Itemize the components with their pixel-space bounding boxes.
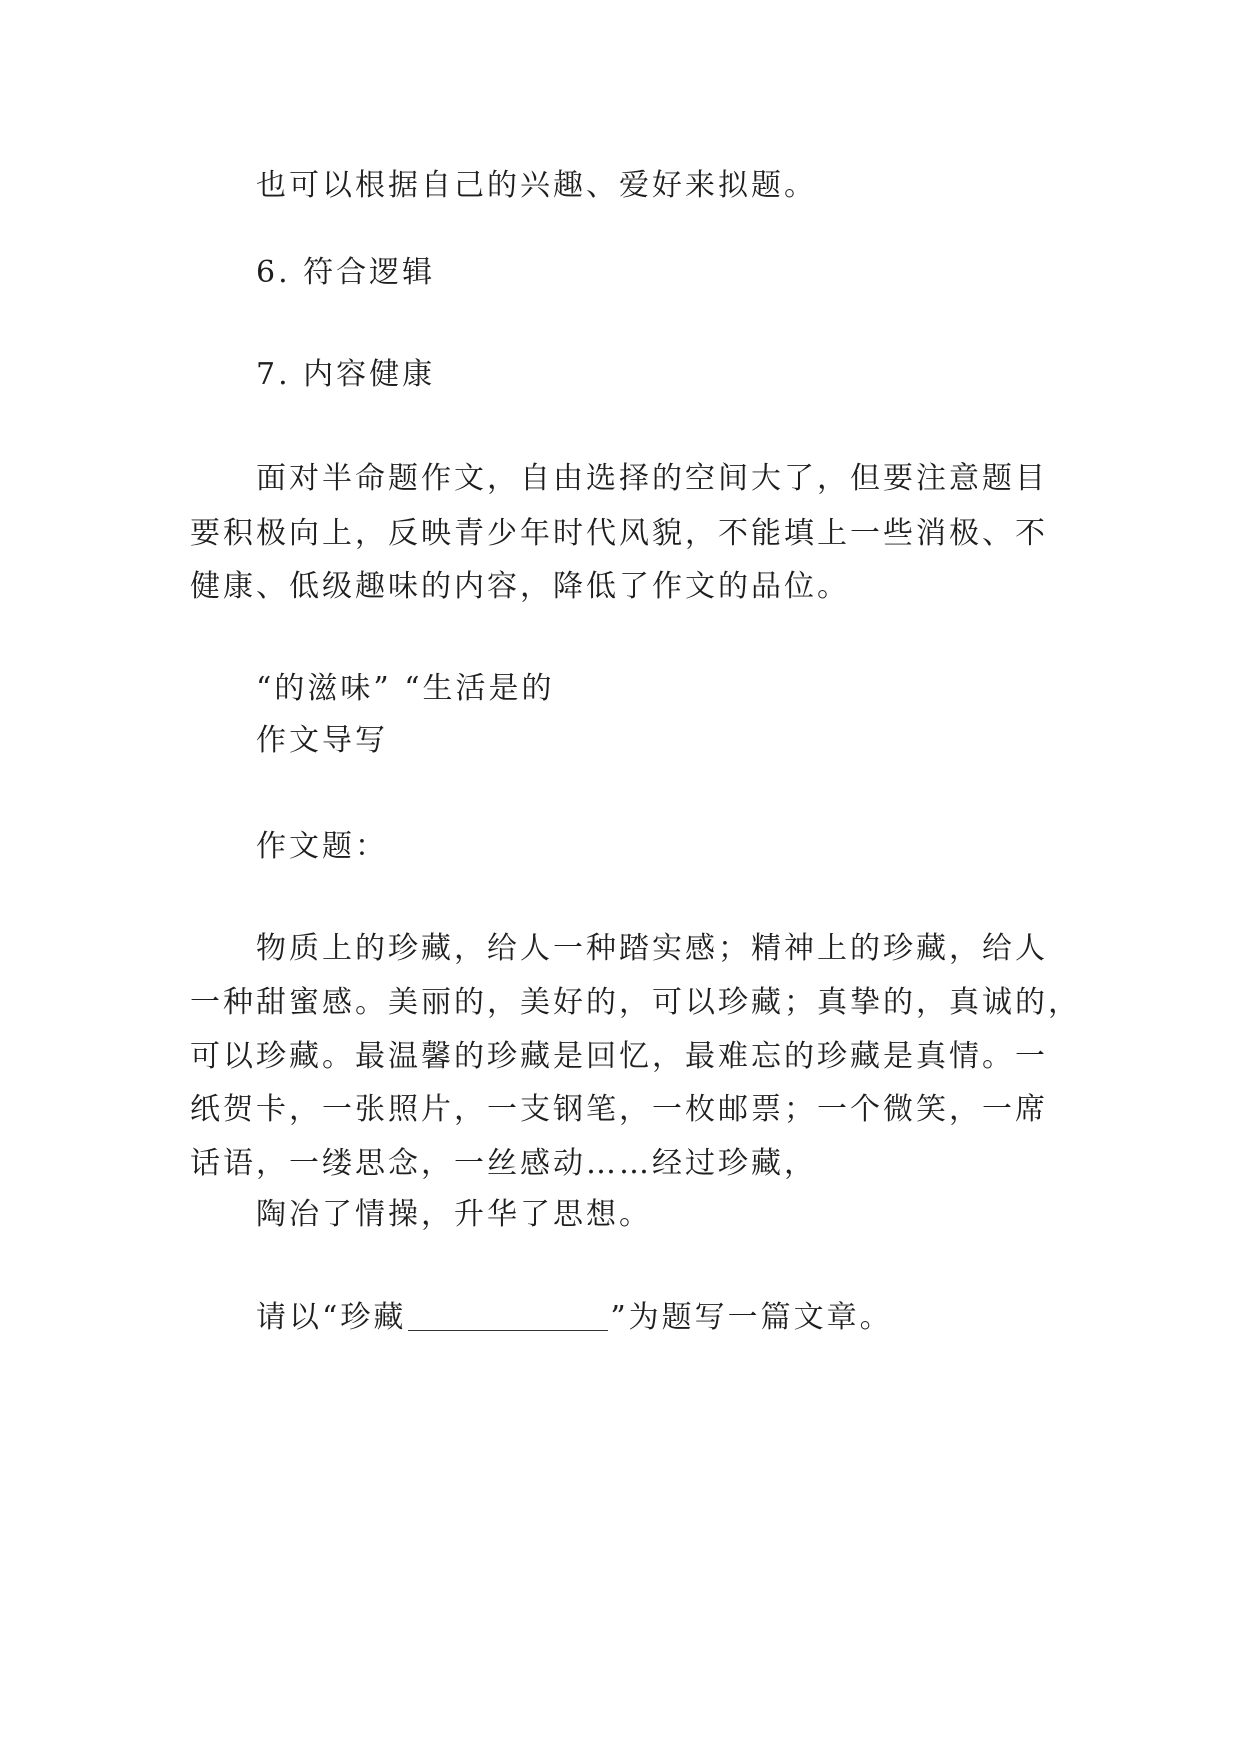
paragraph-title-tips: 也可以根据自己的兴趣、爱好来拟题。 — [256, 168, 817, 203]
paragraph-line: 可以珍藏。最温馨的珍藏是回忆，最难忘的珍藏是真情。一 — [190, 1039, 1048, 1074]
paragraph-line: 健康、低级趣味的内容，降低了作文的品位。 — [190, 569, 850, 604]
fill-in-blank — [408, 1300, 608, 1331]
question-label: 作文题： — [256, 829, 388, 864]
task-prefix: 请以“珍藏 — [256, 1300, 407, 1335]
paragraph-line: 面对半命题作文，自由选择的空间大了，但要注意题目 — [256, 461, 1048, 496]
writing-task — [256, 1289, 1070, 1347]
section-heading-line2: 作文导写 — [256, 723, 388, 758]
paragraph-line: 纸贺卡，一张照片，一支钢笔，一枚邮票；一个微笑，一席 — [190, 1092, 1048, 1127]
paragraph-line: 话语，一缕思念，一丝感动……经过珍藏， — [190, 1146, 817, 1181]
list-item-6: 6. 符合逻辑 — [256, 255, 436, 290]
paragraph-line: 要积极向上，反映青少年时代风貌，不能填上一些消极、不 — [190, 516, 1048, 551]
paragraph-line: 物质上的珍藏，给人一种踏实感；精神上的珍藏，给人 — [256, 931, 1048, 966]
list-item-7: 7. 内容健康 — [256, 357, 436, 392]
task-suffix: ”为题写一篇文章。 — [610, 1300, 893, 1335]
section-heading-line1: “的滋味” “生活是的 — [256, 671, 555, 706]
paragraph-ending: 陶冶了情操，升华了思想。 — [256, 1197, 652, 1232]
paragraph-line: 一种甜蜜感。美丽的，美好的，可以珍藏；真挚的，真诚的， — [190, 985, 1081, 1020]
